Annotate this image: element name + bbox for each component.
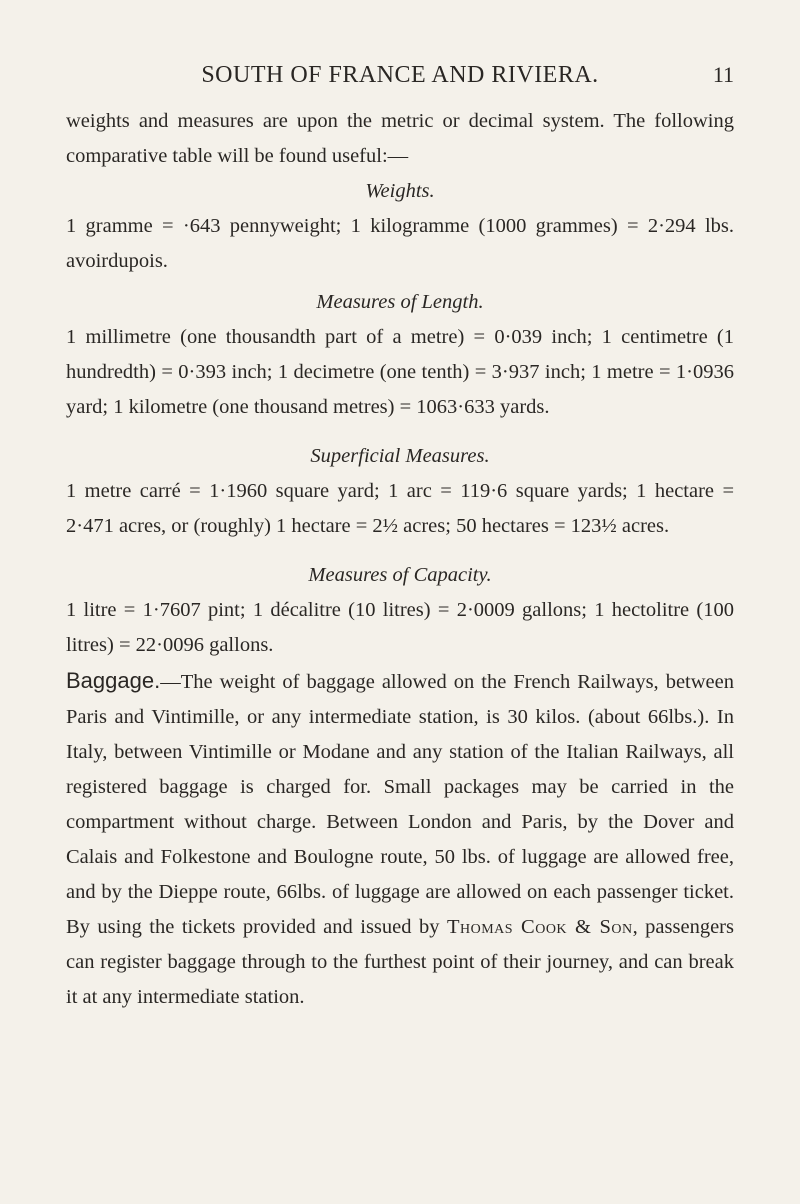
weights-heading: Weights. <box>365 180 435 202</box>
superficial-heading: Superficial Measures. <box>310 445 490 467</box>
baggage-lead: Baggage. <box>66 668 161 693</box>
running-title: SOUTH OF FRANCE AND RIVIERA. <box>201 62 599 88</box>
running-head <box>66 58 734 98</box>
length-paragraph: 1 millimetre (one thousandth part of a metre) = 0·039 inch; 1 centimetre (1 hundredth) = 0·393 inch; 1 decimetre (one tenth) = 3·937 inch; 1 metre = 1·0936 yard; 1 kilometre (one thousand metres) = 1063·633 yards. <box>66 326 734 418</box>
page-number: 11 <box>712 62 734 87</box>
intro-paragraph: weights and measures are upon the metric or decimal system. The following comparative table will be found useful:— <box>66 110 734 167</box>
baggage-text-before: —The weight of baggage allowed on the French Railways, between Paris and Vintimille, or any intermediate station, is 30 kilos. (about 66lbs.). In Italy, between Vintimille or Modane and any station of the Italian Railways, all registered baggage is charged for. Small packages may be carried in the compartment without charge. Between London and Paris, by the Dover and Calais and Folkestone and Boulogne route, 50 lbs. of luggage are allowed free, and by the Dieppe route, 66lbs. of luggage are allowed on each passenger ticket. By using the tickets provided and issued by <box>66 671 734 938</box>
length-heading: Measures of Length. <box>316 291 484 313</box>
capacity-paragraph: 1 litre = 1·7607 pint; 1 décalitre (10 litres) = 2·0009 gallons; 1 hectolitre (100 litres) = 22·0096 gallons. <box>66 599 734 656</box>
baggage-paragraph <box>66 663 734 1015</box>
capacity-heading: Measures of Capacity. <box>308 564 492 586</box>
superficial-paragraph: 1 metre carré = 1·1960 square yard; 1 arc = 119·6 square yards; 1 hectare = 2·471 acres, or (roughly) 1 hectare = 2½ acres; 50 hectares = 123½ acres. <box>66 480 734 537</box>
baggage-text-after: , passengers can register baggage through to the furthest point of their journey, and can break it at any intermediate station. <box>66 916 734 1008</box>
company-name: Thomas Cook & Son <box>446 916 633 938</box>
weights-paragraph: 1 gramme = ·643 pennyweight; 1 kilogramme (1000 grammes) = 2·294 lbs. avoirdupois. <box>66 215 734 272</box>
